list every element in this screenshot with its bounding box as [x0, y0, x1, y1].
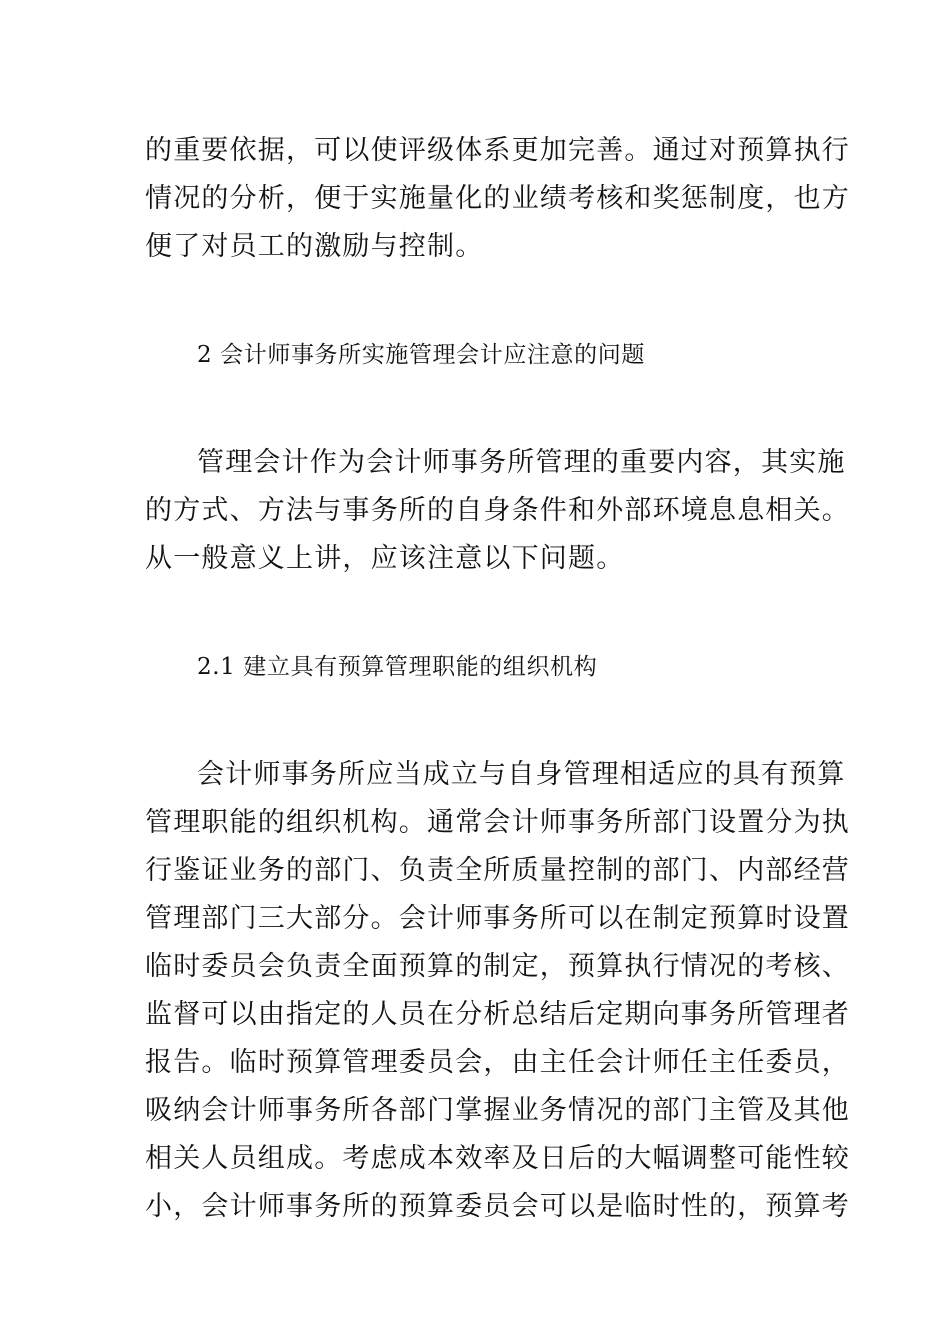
- text-line: 情况的分析，便于实施量化的业绩考核和奖惩制度，也方: [145, 183, 850, 214]
- section-heading-2: 2 会计师事务所实施管理会计应注意的问题: [197, 342, 645, 368]
- text-line: 管理会计作为会计师事务所管理的重要内容，其实施: [197, 447, 846, 478]
- text-line: 监督可以由指定的人员在分析总结后定期向事务所管理者: [145, 999, 850, 1030]
- text-line: 吸纳会计师事务所各部门掌握业务情况的部门主管及其他: [145, 1095, 850, 1126]
- text-line: 报告。临时预算管理委员会，由主任会计师任主任委员，: [145, 1047, 850, 1078]
- paragraph-gap: [145, 691, 810, 751]
- text-line: 从一般意义上讲，应该注意以下问题。: [145, 543, 625, 574]
- paragraph-gap: [145, 583, 810, 643]
- section-heading-2-1: 2.1 建立具有预算管理职能的组织机构: [197, 654, 598, 680]
- text-line: 行鉴证业务的部门、负责全所质量控制的部门、内部经营: [145, 855, 850, 886]
- paragraph-1: [145, 127, 850, 271]
- text-line: 的方式、方法与事务所的自身条件和外部环境息息相关。: [145, 495, 850, 526]
- text-line: 会计师事务所应当成立与自身管理相适应的具有预算: [197, 759, 846, 790]
- text-line: 便了对员工的激励与控制。: [145, 231, 484, 262]
- text-line: 的重要依据，可以使评级体系更加完善。通过对预算执行: [145, 135, 850, 166]
- paragraph-3: [145, 751, 850, 1231]
- paragraph-2: [145, 439, 850, 583]
- paragraph-gap: [145, 271, 810, 331]
- text-line: 临时委员会负责全面预算的制定，预算执行情况的考核、: [145, 951, 850, 982]
- text-line: 管理部门三大部分。会计师事务所可以在制定预算时设置: [145, 903, 850, 934]
- paragraph-gap: [145, 379, 810, 439]
- text-line: 管理职能的组织机构。通常会计师事务所部门设置分为执: [145, 807, 850, 838]
- document-body: [145, 127, 850, 1231]
- text-line: 相关人员组成。考虑成本效率及日后的大幅调整可能性较: [145, 1143, 850, 1174]
- text-line: 小，会计师事务所的预算委员会可以是临时性的，预算考: [145, 1191, 850, 1222]
